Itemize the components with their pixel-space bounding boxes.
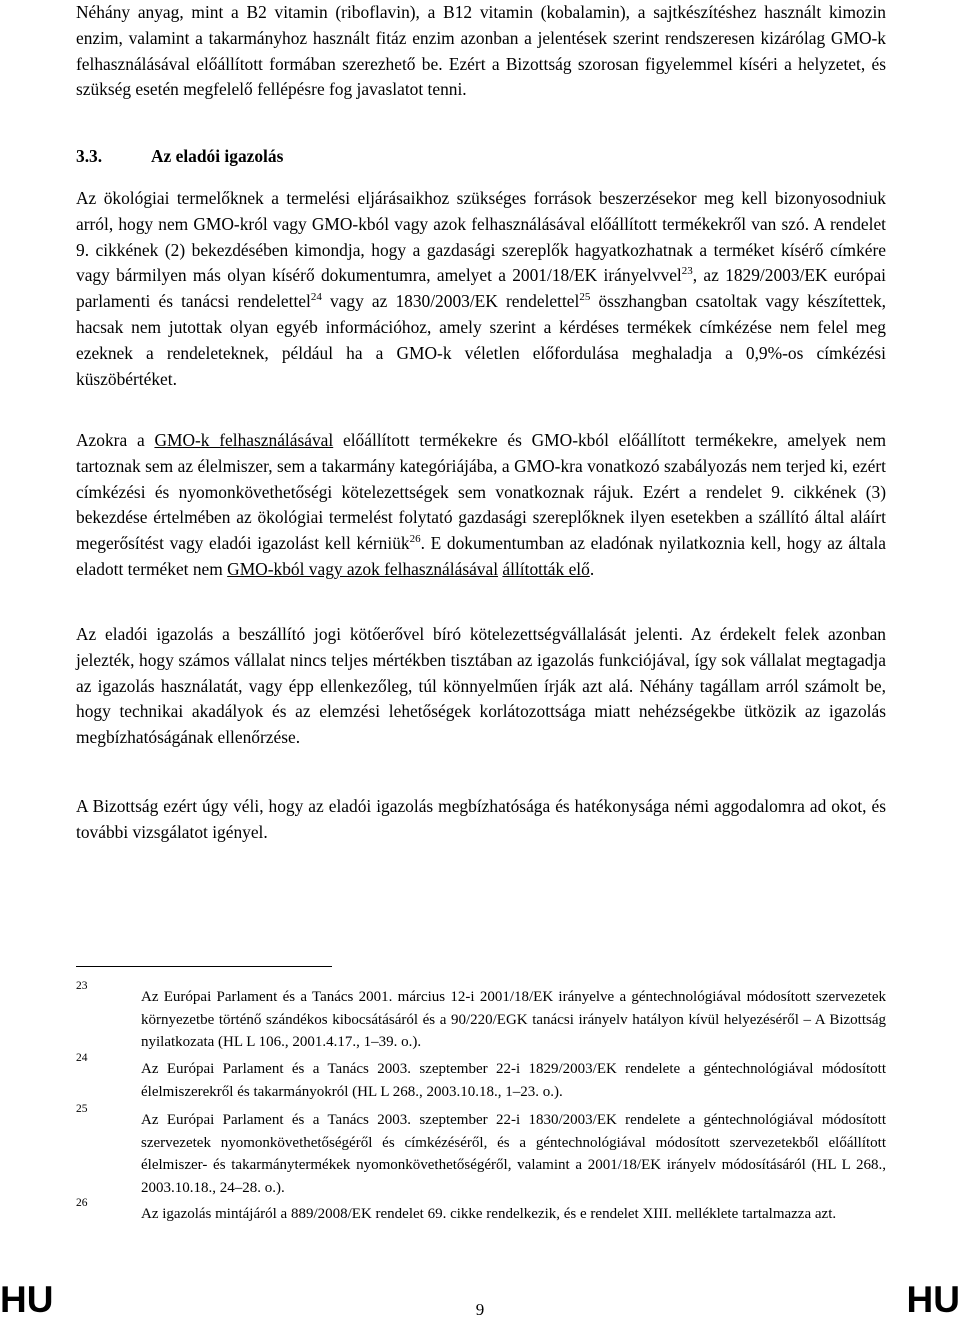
- footnote-number: 25: [76, 1103, 88, 1115]
- paragraph-legal-commitment: Az eladói igazolás a beszállító jogi kötőerővel bíró kötelezettségvállalását jelenti. Az érdekelt felek azonban jelezték, hogy számos vállalat nincs teljes mértékben tisztában az igazolás funkciójával, így sok vállalat megtagadja az igazolás használatát, vagy épp ellenkezőleg, túl könnyelműen írják azt alá. Néhány tagállam arról számolt be, hogy technikai akadályok és az elemzési lehetőségek korlátozottsága miatt nehézségekbe ütközik az igazolás megbízhatóságának ellenőrzése.: [76, 624, 886, 748]
- footnote-number: 26: [76, 1197, 88, 1209]
- paragraph-seller-declaration-intro: [76, 186, 886, 392]
- text-run: , az 1829/2003/EK európai parlamenti és tanácsi rendelettel: [76, 265, 886, 312]
- footnote-ref-23[interactable]: 23: [681, 265, 693, 278]
- page-number: 9: [475, 1300, 485, 1319]
- footnote-26: [76, 1197, 886, 1226]
- text-run: előállított termékekre és GMO-kból előállított termékekre, amelyek nem tartoznak sem az élelmiszer, sem a takarmány kategóriájába, a GMO-kra vonatkozó szabályozás nem terjed ki, ezért címkézési és nyomonkövethetőségi kötelezettségek sem vonatkoznak rájuk. Ezért a rendelet 9. cikkének (3) bekezdése értelmében az ökológiai termelést folytató gazdasági szereplőknek ilyen esetekben a szállító által aláírt megerősítést vagy eladói igazolást kell kérniük: [76, 430, 887, 554]
- footnote-25: [76, 1103, 886, 1199]
- text-run: összhangban csatoltak vagy készítettek, hacsak nem jutottak olyan egyéb információhoz, amely szerint a kérdéses termékek címkézése nem felel meg ezeknek a rendeleteknek, például ha a GMO-k véletlen előfordulása meghaladja a 0,9%-os címkézési küszöbértéket.: [76, 291, 886, 389]
- underlined-text: állították elő: [502, 558, 590, 579]
- footnote-number: 24: [76, 1052, 88, 1064]
- paragraph-conclusion: A Bizottság ezért úgy véli, hogy az eladói igazolás megbízhatósága és hatékonysága némi aggodalomra ad okot, és további vizsgálatot igényel.: [76, 796, 886, 842]
- language-code-left: HU: [0, 1279, 54, 1320]
- footnote-ref-24[interactable]: 24: [310, 291, 322, 304]
- footnote-separator: [76, 966, 332, 967]
- footnote-24: [76, 1052, 886, 1103]
- text-run: Azokra a: [76, 430, 155, 450]
- footnote-ref-26[interactable]: 26: [409, 533, 421, 546]
- footnote-23: [76, 980, 886, 1054]
- footnote-number: 23: [76, 980, 88, 992]
- text-run: . E dokumentumban az eladónak nyilatkoznia kell, hogy az általa eladott terméket nem: [76, 533, 886, 579]
- text-run: vagy az 1830/2003/EK rendelettel: [321, 291, 580, 312]
- underlined-text: GMO-k felhasználásával: [154, 430, 334, 450]
- footnote-text: Az Európai Parlament és a Tanács 2003. szeptember 22-i 1830/2003/EK rendelete a géntechnológiával módosított szervezetek nyomonkövethetőségéről és címkézéséről, és a géntechnológiával módosított szervezetekből előállított élelmiszer- és takarmánytermékek nyomonkövethetőségéről, valamint a 2001/18/EK irányelv módosításáról (HL L 268., 2003.10.18., 24–28. o.).: [141, 1112, 886, 1196]
- footnote-text: Az Európai Parlament és a Tanács 2003. szeptember 22-i 1829/2003/EK rendelete a géntechnológiával módosított élelmiszerekről és takarmányokról (HL L 268., 2003.10.18., 1–23. o.).: [141, 1061, 886, 1100]
- section-title: Az eladói igazolás: [151, 146, 284, 166]
- footnote-text: Az Európai Parlament és a Tanács 2001. március 12-i 2001/18/EK irányelve a géntechnológiával módosított szervezetek környezetbe történő szándékos kibocsátásáról és a 90/220/EGK tanácsi irányelv hatályon kívül helyezéséről – A Bizottság nyilatkozata (HL L 106., 2001.4.17., 1–39. o.).: [141, 989, 886, 1051]
- section-number: 3.3.: [76, 146, 103, 166]
- footnote-text: Az igazolás mintájáról a 889/2008/EK rendelet 69. cikke rendelkezik, és e rendelet XIII. melléklete tartalmazza azt.: [141, 1206, 837, 1222]
- text-run: .: [589, 558, 595, 579]
- paragraph-gmo-products: [76, 428, 886, 583]
- intro-paragraph: Néhány anyag, mint a B2 vitamin (riboflavin), a B12 vitamin (kobalamin), a sajtkészítéshez használt kimozin enzim, valamint a takarmányhoz használt fitáz enzim azonban a jelentések szerint rendszeresen kizárólag GMO-k felhasználásával előállított formában szerezhető be. Ezért a Bizottság szorosan figyelemmel kíséri a helyzetet, és szükség esetén megfelelő fellépésre fog javaslatot tenni.: [76, 2, 886, 100]
- section-heading: [76, 143, 886, 169]
- language-code-right: HU: [906, 1279, 960, 1320]
- underlined-text: GMO-kból vagy azok felhasználásával: [227, 558, 499, 579]
- footnote-ref-25[interactable]: 25: [579, 291, 591, 304]
- text-run: Az ökológiai termelőknek a termelési eljárásaikhoz szükséges források beszerzésekor meg kell bizonyosodniuk arról, hogy nem GMO-król vagy GMO-kból vagy azok felhasználásával előállított termékekről van szó. A rendelet 9. cikkének (2) bekezdésében kimondja, hogy a gazdasági szereplők hagyatkozhatnak a terméket kísérő címkére vagy bármilyen más olyan kísérő dokumentumra, amelyet a 2001/18/EK irányelvvel: [76, 188, 886, 286]
